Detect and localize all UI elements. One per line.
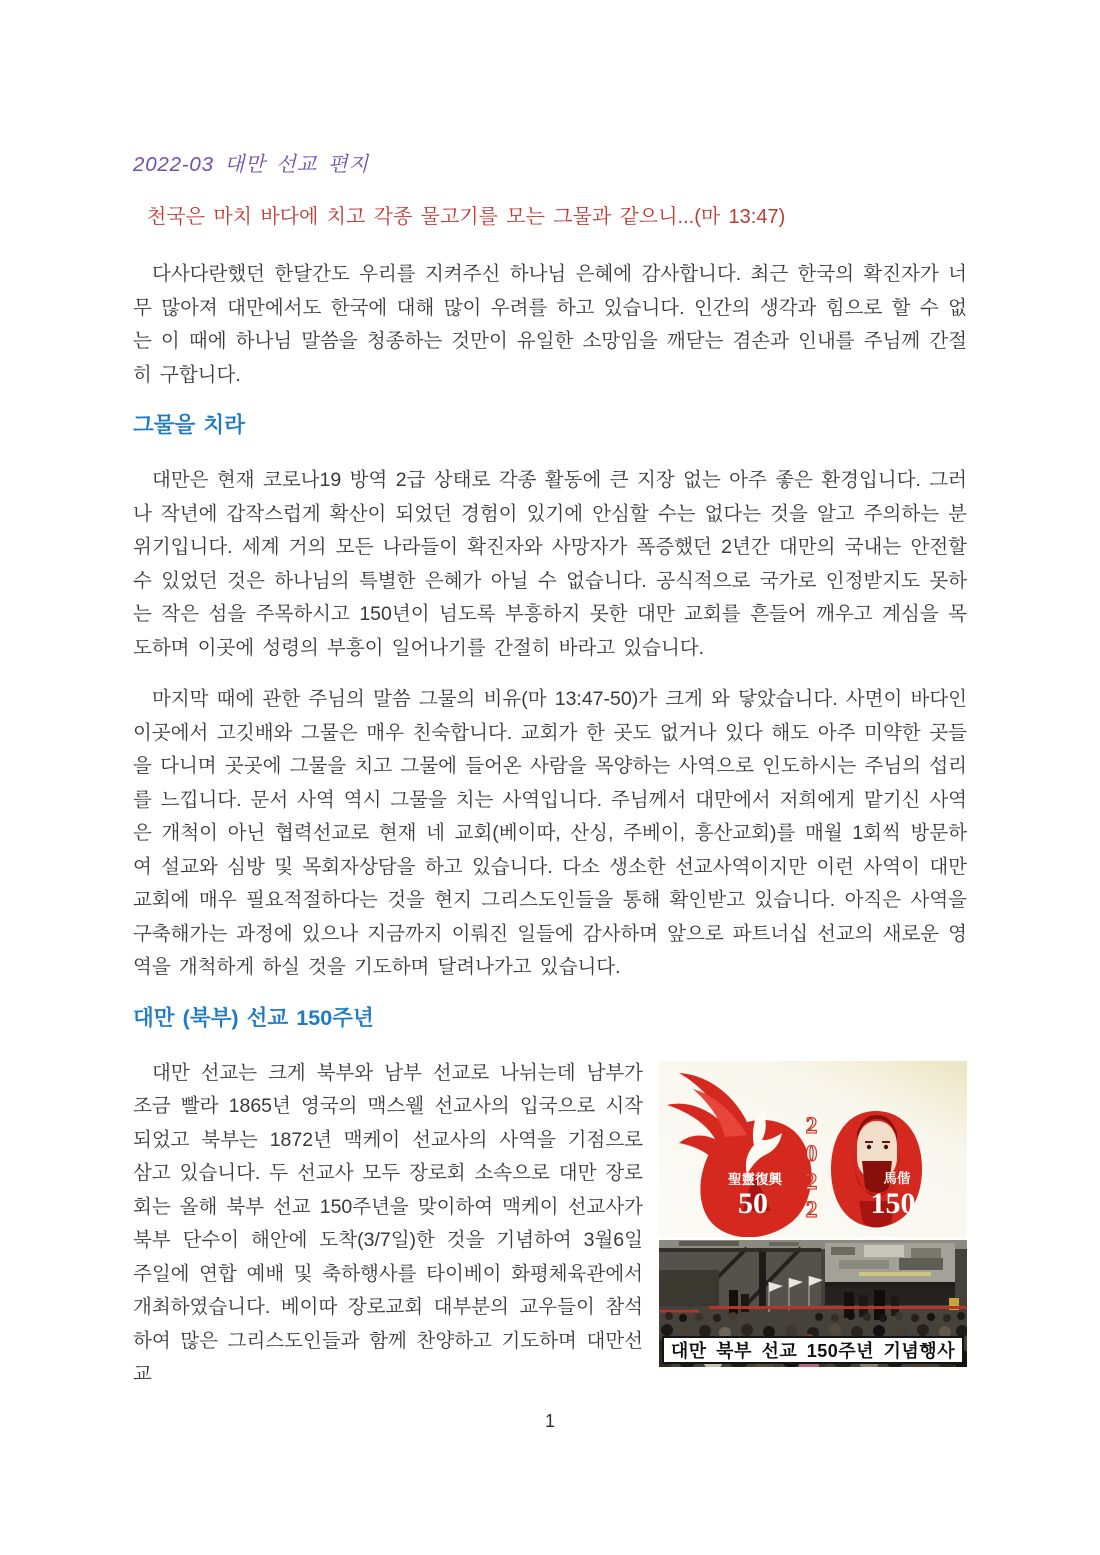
paragraph-intro: 다사다란했던 한달간도 우리를 지켜주신 하나님 은혜에 감사합니다. 최근 한국의 확진자가 너무 많아져 대만에서도 한국에 대해 많이 우려를 하고 있습니다. 인간의 생각과 힘으로 할 수 없는 이 때에 하나님 말씀을 청종하는 것만이 유일한 소망임을 깨닫는 겸손과 인내를 주님께 간절히 구합니다. xyxy=(133,263,967,386)
section-heading-cast-the-net: 그물을 치라 xyxy=(133,413,245,437)
logo-left-label: 聖靈復興 xyxy=(728,1171,782,1187)
event-photo xyxy=(659,1240,967,1367)
logo-right-label: 馬偕 xyxy=(883,1170,911,1186)
paragraph-covid-status: 대만은 현재 코로나19 방역 2급 상태로 각종 활동에 큰 지장 없는 아주 좋은 환경입니다. 그러나 작년에 갑작스럽게 확산이 되었던 경험이 있기에 안심할 수는 없다는 것을 알고 주의하는 분위기입니다. 세계 거의 모든 나라들이 확진자와 사망자가 폭증했던 2년간 대만의 국내는 안전할 수 있었던 것은 하나님의 특별한 은혜가 아닐 수 없습니다. 공식적으로 국가로 인정받지도 못하는 작은 섬을 주목하시고 150년이 넘도록 부흥하지 못한 대만 교회를 흔들어 깨우고 계심을 목도하며 이곳에 성령의 부흥이 일어나기를 간절히 바라고 있습니다. xyxy=(133,469,967,659)
page-number: 1 xyxy=(544,1410,555,1431)
logo-year-2022: 2022 xyxy=(799,1112,824,1225)
anniversary-logo xyxy=(659,1061,967,1237)
logo-right-number: 150 xyxy=(870,1186,916,1220)
scripture-verse: 천국은 마치 바다에 치고 각종 물고기를 모는 그물과 같으니...(마 13:47) xyxy=(147,206,786,228)
anniversary-section xyxy=(133,1057,967,1392)
photo-caption: 대만 북부 선교 150주년 기념행사 xyxy=(662,1336,964,1364)
section-heading-150th-anniversary: 대만 (북부) 선교 150주년 xyxy=(133,1005,374,1030)
anniversary-figure xyxy=(659,1061,967,1367)
paragraph-north-mission-history: 대만 선교는 크게 북부와 남부 선교로 나뉘는데 남부가 조금 빨라 1865년 영국의 맥스웰 선교사의 입국으로 시작되었고 북부는 1872년 맥케이 선교사의 사역을 기점으로 삼고 있습니다. 두 선교사 모두 장로회 소속으로 대만 장로회는 올해 북부 선교 150주년을 맞이하여 맥케이 선교사가 북부 단수이 해안에 도착(3/7일)한 것을 기념하여 3월6일 주일에 연합 예배 및 축하행사를 타이베이 화평체육관에서 개최하였습니다. 베이따 장로교회 대부분의 교우들이 참석하여 많은 그리스도인들과 함께 찬양하고 기도하며 대만선교 xyxy=(133,1061,643,1385)
doc-title: 2022-03 대만 선교 편지 xyxy=(133,153,369,176)
logo-left-number: 50 xyxy=(738,1186,768,1220)
paragraph-net-parable: 마지막 때에 관한 주님의 말씀 그물의 비유(마 13:47-50)가 크게 와 닿았습니다. 사면이 바다인 이곳에서 고깃배와 그물은 매우 친숙합니다. 교회가 한 곳도 없거나 있다 해도 아주 미약한 곳들을 다니며 곳곳에 그물을 치고 그물에 들어온 사람을 목양하는 사역으로 인도하시는 주님의 섭리를 느낍니다. 문서 사역 역시 그물을 치는 사역입니다. 주님께서 대만에서 저희에게 맡기신 사역은 개척이 아닌 협력선교로 현재 네 교회(베이따, 산싱, 주베이, 흥산교회)를 매월 1회씩 방문하여 설교와 심방 및 목회자상담을 하고 있습니다. 다소 생소한 선교사역이지만 이런 사역이 대만교회에 매우 필요적절하다는 것을 현지 그리스도인들을 통해 확인받고 있습니다. 아직은 사역을 구축해가는 과정에 있으나 지금까지 이뤄진 일들에 감사하며 앞으로 파트너십 선교의 새로운 영역을 개척하게 하실 것을 기도하며 달려나가고 있습니다. xyxy=(133,688,967,978)
